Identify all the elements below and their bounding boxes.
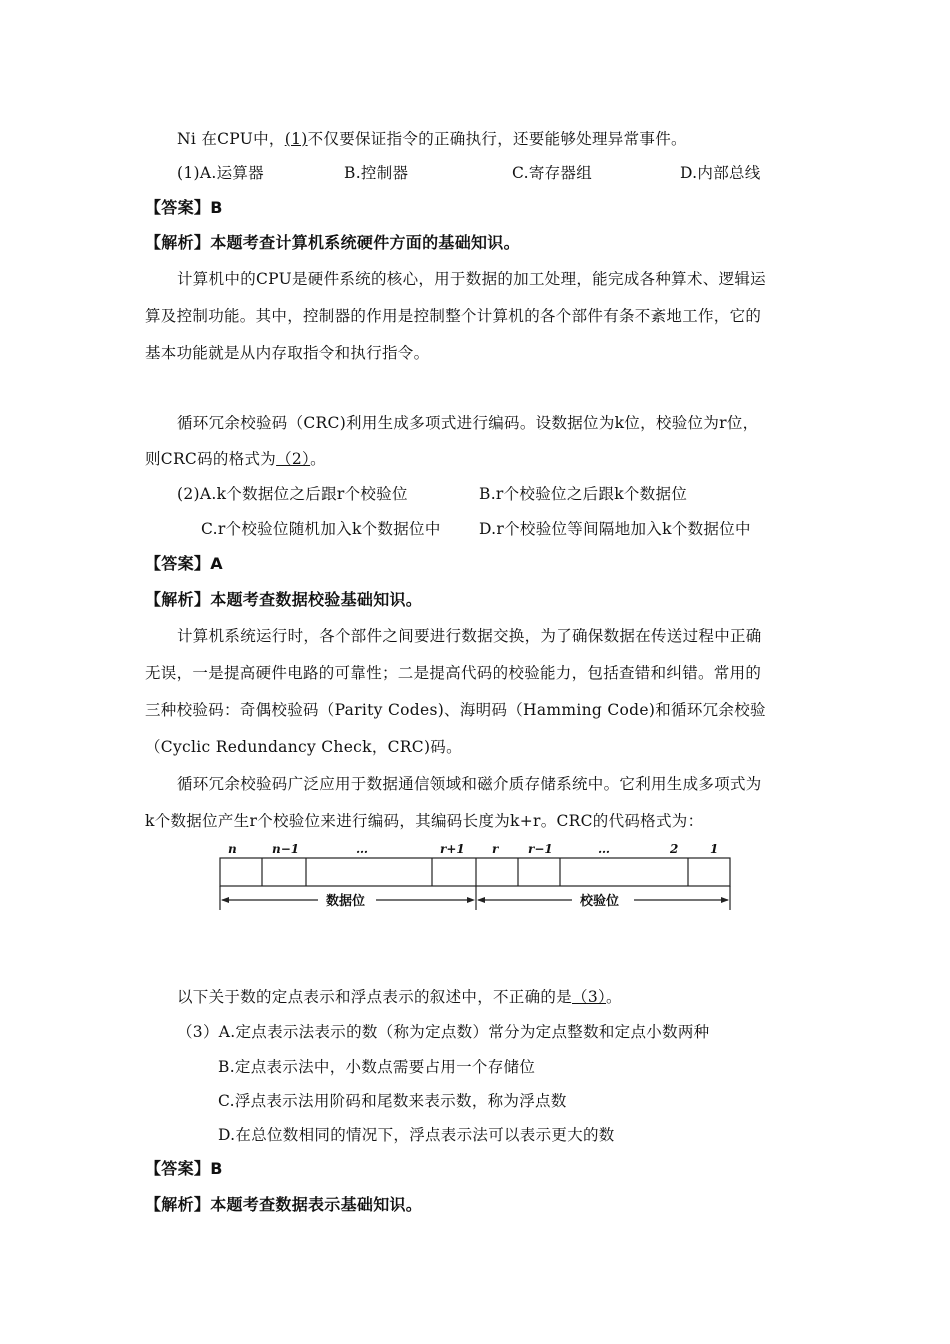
q1-answer: 【答案】B [145, 198, 223, 217]
crc-format-diagram [214, 838, 736, 916]
q3-answer: 【答案】B [145, 1159, 223, 1178]
q2-analysis-line: 循环冗余校验码广泛应用于数据通信领域和磁介质存储系统中。它利用生成多项式为 [177, 775, 762, 793]
crc-bit-label: r [492, 842, 499, 856]
q3-option-c: C.浮点表示法用阶码和尾数来表示数，称为浮点数 [218, 1092, 567, 1110]
crc-data-bits-label: 数据位 [326, 894, 366, 909]
crc-cells [220, 858, 730, 910]
q2-option-a: (2)A.k个数据位之后跟r个校验位 [177, 485, 408, 503]
q1-stem [177, 128, 687, 150]
q1-option-b: B.控制器 [344, 164, 409, 182]
q3-option-d: D.在总位数相同的情况下，浮点表示法可以表示更大的数 [218, 1126, 615, 1144]
q2-analysis-title: 【解析】本题考查数据校验基础知识。 [145, 590, 423, 609]
q3-option-a: （3）A.定点表示法表示的数（称为定点数）常分为定点整数和定点小数两种 [177, 1023, 710, 1041]
crc-bit-label: r−1 [528, 842, 553, 856]
crc-bit-label: 2 [670, 842, 679, 856]
q3-stem [177, 986, 622, 1008]
crc-bit-label: n−1 [272, 842, 300, 856]
q1-analysis-title: 【解析】本题考查计算机系统硬件方面的基础知识。 [145, 233, 520, 252]
q3-blank: （3） [572, 988, 607, 1006]
q2-option-b: B.r个校验位之后跟k个数据位 [479, 485, 688, 503]
q1-stem-prefix: Ni 在CPU中， [177, 130, 285, 148]
crc-bit-label: n [228, 842, 237, 856]
crc-bit-label: … [356, 842, 368, 856]
q2-analysis-line: k个数据位产生r个校验位来进行编码，其编码长度为k+r。CRC的代码格式为： [145, 812, 704, 830]
q2-analysis-line: 无误，一是提高硬件电路的可靠性；二是提高代码的校验能力，包括查错和纠错。常用的 [145, 664, 762, 682]
crc-check-bits-label: 校验位 [580, 894, 620, 909]
q1-option-c: C.寄存器组 [512, 164, 593, 182]
crc-bit-label: 1 [710, 842, 719, 856]
q1-analysis-line: 计算机中的CPU是硬件系统的核心，用于数据的加工处理，能完成各种算术、逻辑运 [177, 270, 766, 288]
q3-stem-suffix: 。 [606, 988, 622, 1006]
q2-stem-line [145, 448, 326, 470]
q2-stem-prefix: 则CRC码的格式为 [145, 450, 277, 468]
q2-analysis-line: （Cyclic Redundancy Check，CRC)码。 [145, 738, 462, 756]
q2-blank: （2） [276, 450, 311, 468]
q1-blank: (1) [284, 130, 308, 148]
q1-analysis-line: 基本功能就是从内存取指令和执行指令。 [145, 344, 430, 362]
q1-option-a: (1)A.运算器 [177, 164, 264, 182]
q2-analysis-line: 三种校验码：奇偶校验码（Parity Codes)、海明码（Hamming Code)和循环冗余校验 [145, 701, 766, 719]
crc-bit-label: … [598, 842, 610, 856]
q2-option-c: C.r个校验位随机加入k个数据位中 [201, 520, 441, 538]
q2-analysis-line: 计算机系统运行时，各个部件之间要进行数据交换，为了确保数据在传送过程中正确 [177, 627, 762, 645]
q1-stem-suffix: 不仅要保证指令的正确执行，还要能够处理异常事件。 [307, 130, 687, 148]
q2-stem-suffix: 。 [310, 450, 326, 468]
q1-analysis-line: 算及控制功能。其中，控制器的作用是控制整个计算机的各个部件有条不紊地工作，它的 [145, 307, 762, 325]
q2-option-d: D.r个校验位等间隔地加入k个数据位中 [479, 520, 751, 538]
q3-analysis-title: 【解析】本题考查数据表示基础知识。 [145, 1195, 423, 1214]
q2-stem-line: 循环冗余校验码（CRC)利用生成多项式进行编码。设数据位为k位，校验位为r位， [177, 414, 759, 432]
crc-bit-label: r+1 [440, 842, 465, 856]
q2-answer: 【答案】A [145, 554, 223, 573]
q1-option-d: D.内部总线 [680, 164, 761, 182]
q3-stem-prefix: 以下关于数的定点表示和浮点表示的叙述中，不正确的是 [177, 988, 573, 1006]
q3-option-b: B.定点表示法中，小数点需要占用一个存储位 [218, 1058, 536, 1076]
